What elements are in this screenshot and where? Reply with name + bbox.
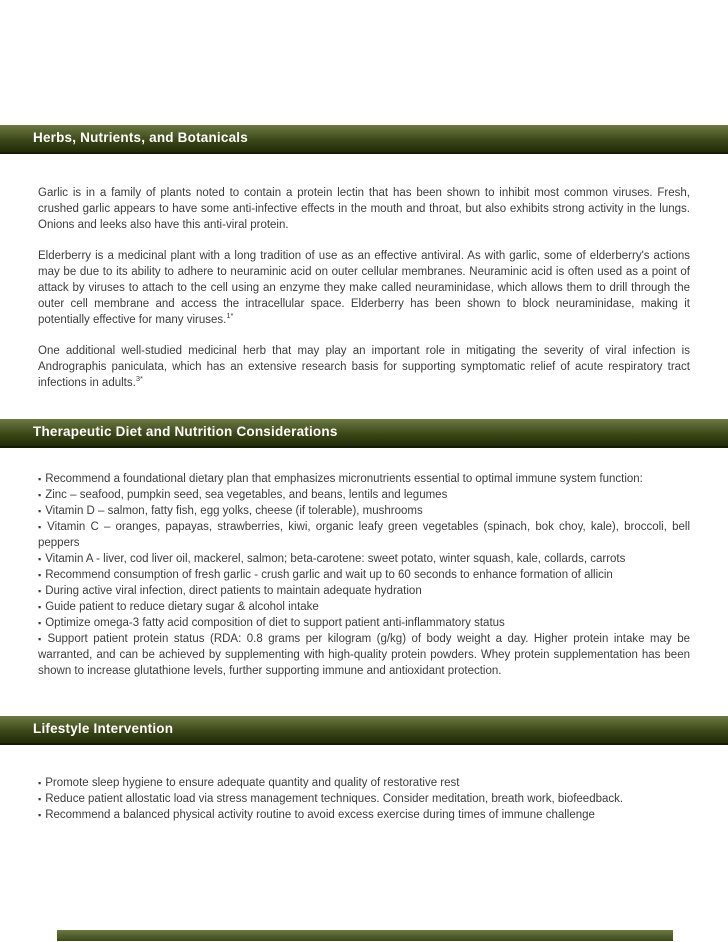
bullet-item: ▪ Optimize omega-3 fatty acid composition of diet to support patient anti-inflammatory status <box>38 617 505 629</box>
bullet-icon: ▪ <box>38 474 42 484</box>
bullet-item: ▪ Vitamin A - liver, cod liver oil, mackerel, salmon; beta-carotene: sweet potato, winter squash, kale, collards, carrots <box>38 553 626 565</box>
next-section-partial-bar <box>57 930 673 941</box>
bullet-icon: ▪ <box>38 506 42 516</box>
bullet-icon: ▪ <box>38 778 42 788</box>
paragraph: One additional well-studied medicinal herb that may play an important role in mitigating the severity of viral infection is Andrographis paniculata, which has an extensive research basis for supporting symptomatic relief of acute respiratory tract infections in adults.$^{3*}$ <box>38 345 690 389</box>
bullet-item: ▪ Recommend a balanced physical activity routine to avoid excess exercise during times of immune challenge <box>38 809 595 821</box>
bullet-item: ▪ Zinc – seafood, pumpkin seed, sea vegetables, and beans, lentils and legumes <box>38 489 448 501</box>
bullet-item: ▪ Recommend consumption of fresh garlic - crush garlic and wait up to 60 seconds to enhance formation of allicin <box>38 569 613 581</box>
bullet-item: ▪ Reduce patient allostatic load via stress management techniques. Consider meditation, breath work, biofeedback. <box>38 793 624 805</box>
section-title-herbs: Herbs, Nutrients, and Botanicals <box>33 130 248 145</box>
section-content-herbs <box>38 185 690 406</box>
bullet-icon: ▪ <box>38 602 42 612</box>
bullet-item: ▪ Vitamin D – salmon, fatty fish, egg yolks, cheese (if tolerable), mushrooms <box>38 505 423 517</box>
bullet-item: ▪ Support patient protein status (RDA: 0.8 grams per kilogram (g/kg) of body weight a day. Higher protein intake may be warranted, and can be achieved by supplementing with high-quality protein powders. Whey protein supplementation has been shown to increase glutathione levels, further supporting immune and antioxidant protection. <box>38 633 690 677</box>
bullet-icon: ▪ <box>38 490 42 500</box>
bullet-icon: ▪ <box>38 618 42 628</box>
bullet-item: ▪ During active viral infection, direct patients to maintain adequate hydration <box>38 585 422 597</box>
bullet-icon: ▪ <box>38 554 42 564</box>
footnote-reference: 1* <box>226 311 234 321</box>
bullet-icon: ▪ <box>38 570 42 580</box>
section-header-herbs <box>0 125 728 154</box>
section-title-lifestyle: Lifestyle Intervention <box>33 721 174 736</box>
bullet-item: ▪ Recommend a foundational dietary plan that emphasizes micronutrients essential to optimal immune system function: <box>38 473 643 485</box>
bullet-icon: ▪ <box>38 586 42 596</box>
section-content-lifestyle <box>38 775 690 823</box>
section-title-diet: Therapeutic Diet and Nutrition Considerations <box>33 424 338 439</box>
footnote-reference: 3* <box>135 374 143 384</box>
section-content-diet <box>38 471 690 679</box>
bullet-item: ▪ Guide patient to reduce dietary sugar & alcohol intake <box>38 601 319 613</box>
paragraph: Elderberry is a medicinal plant with a long tradition of use as an effective antiviral. As with garlic, some of elderberry's actions may be due to its ability to adhere to neuraminic acid on outer cellular membranes. Neuraminic acid is often used as a point of attack by viruses to attach to the cell using an enzyme they make called neuraminidase, which allows them to drill through the outer cell membrane and access the intracellular space. Elderberry has been shown to block neuraminidase, making it potentially effective for many viruses.$^{1*}$ <box>38 250 690 326</box>
section-header-lifestyle <box>0 716 728 745</box>
bullet-icon: ▪ <box>38 810 42 820</box>
bullet-item: ▪ Vitamin C – oranges, papayas, strawberries, kiwi, organic leafy green vegetables (spinach, bok choy, kale), broccoli, bell peppers <box>38 521 690 549</box>
paragraph: Garlic is in a family of plants noted to contain a protein lectin that has been shown to inhibit most common viruses. Fresh, crushed garlic appears to have some anti-infective effects in the mouth and throat, but also exhibits strong activity in the lungs. Onions and leeks also have this anti-viral protein. <box>38 187 690 231</box>
bullet-icon: ▪ <box>38 522 44 532</box>
bullet-icon: ▪ <box>38 794 42 804</box>
bullet-icon: ▪ <box>38 634 44 644</box>
bullet-item: ▪ Promote sleep hygiene to ensure adequate quantity and quality of restorative rest <box>38 777 460 789</box>
section-header-diet <box>0 419 728 448</box>
